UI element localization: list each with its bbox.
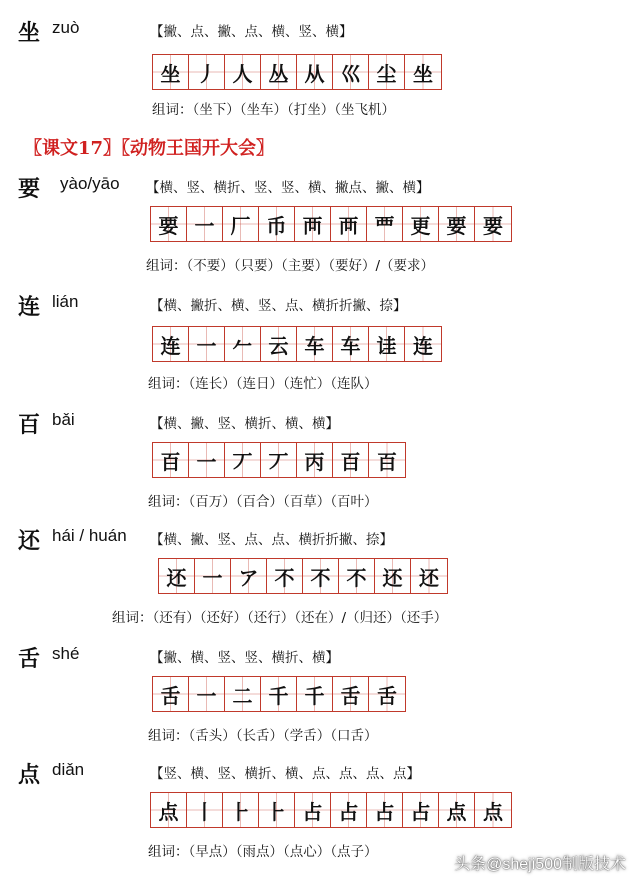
stroke-order-text: 【横、竖、横折、竖、竖、横、撇点、撇、横】 [146,180,430,196]
entry-character: 要 [18,176,41,202]
stroke-order-text: 【横、撇折、横、竖、点、横折折撇、捺】 [150,298,407,314]
grid-cell: 从 [297,55,333,89]
stroke-order-text: 【横、撇、竖、点、点、横折折撇、捺】 [150,532,393,548]
grid-cell: 覀 [367,207,403,241]
grid-cell: 点 [151,793,187,827]
grid-cell: 诖 [369,327,405,361]
grid-cell: 人 [225,55,261,89]
grid-cell: ア [231,559,267,593]
stroke-grid [152,54,442,90]
char-entry-she [0,642,640,752]
grid-cell: 丨 [187,793,223,827]
grid-cell: 丙 [297,443,333,477]
grid-cell: 占 [295,793,331,827]
grid-cell: 占 [367,793,403,827]
stroke-order-text: 【横、撇、竖、横折、横、横】 [150,416,339,432]
grid-cell: 舌 [333,677,369,711]
grid-cell: 舌 [153,677,189,711]
grid-cell: 不 [303,559,339,593]
grid-cell: 占 [331,793,367,827]
stroke-grid [150,792,512,828]
stroke-grid [158,558,448,594]
word-groups: 组词：（百万）（百合）（百草）（百叶） [148,494,378,510]
grid-cell: 连 [153,327,189,361]
grid-cell: 𠂉 [225,327,261,361]
grid-cell: 百 [333,443,369,477]
grid-cell: 要 [439,207,475,241]
grid-cell: 币 [259,207,295,241]
grid-cell: 襾 [331,207,367,241]
char-entry-lian [0,290,640,400]
word-groups: 组词：（连长）（连日）（连忙）（连队） [148,376,378,392]
stroke-grid [152,676,406,712]
entry-character: 舌 [18,646,41,672]
grid-cell: 襾 [295,207,331,241]
grid-cell: 百 [153,443,189,477]
grid-cell: 还 [411,559,447,593]
grid-cell: 千 [297,677,333,711]
stroke-order-text: 【撇、点、撇、点、横、竖、横】 [150,24,353,40]
grid-cell: ⺊ [223,793,259,827]
grid-cell: 还 [159,559,195,593]
word-groups: 组词：（还有）（还好）（还行）（还在）/（归还）（还手） [112,610,448,626]
word-groups: 组词：（早点）（雨点）（点心）（点子） [148,844,378,860]
grid-cell: 连 [405,327,441,361]
stroke-grid [150,206,512,242]
grid-cell: 丆 [225,443,261,477]
char-entry-yao [0,172,640,282]
entry-pinyin: zuò [52,18,80,37]
entry-character: 连 [18,294,41,320]
grid-cell: 坐 [405,55,441,89]
grid-cell: ⺊ [259,793,295,827]
grid-cell: 占 [403,793,439,827]
grid-cell: 百 [369,443,405,477]
grid-cell: 一 [189,327,225,361]
grid-cell: 要 [151,207,187,241]
char-entry-zuo [0,16,640,126]
grid-cell: 二 [225,677,261,711]
grid-cell: 千 [261,677,297,711]
entry-pinyin: lián [52,292,79,311]
watermark-text: 头条@sheji500制版技术 [454,856,626,873]
grid-cell: 坐 [153,55,189,89]
grid-cell: 车 [333,327,369,361]
grid-cell: 点 [475,793,511,827]
word-groups: 组词：（不要）（只要）（主要）（要好）/（要求） [146,258,435,274]
stroke-grid [152,326,442,362]
stroke-order-text: 【竖、横、竖、横折、横、点、点、点、点】 [150,766,420,782]
grid-cell: 丿 [189,55,225,89]
grid-cell: 云 [261,327,297,361]
grid-cell: 丛 [261,55,297,89]
grid-cell: 巛 [333,55,369,89]
grid-cell: 丆 [261,443,297,477]
entry-character: 点 [18,762,41,788]
grid-cell: 不 [339,559,375,593]
grid-cell: 厂 [223,207,259,241]
grid-cell: 点 [439,793,475,827]
grid-cell: 不 [267,559,303,593]
entry-pinyin: diǎn [52,760,85,779]
word-groups: 组词：（舌头）（长舌）（学舌）（口舌） [148,728,378,744]
grid-cell: 更 [403,207,439,241]
char-entry-bai [0,408,640,518]
word-groups: 组词：（坐下）（坐车）（打坐）（坐飞机） [152,102,395,118]
grid-cell: 一 [195,559,231,593]
char-entry-hai [0,524,640,634]
entry-pinyin: shé [52,644,80,663]
lesson-title: 〖课文17〗〖动物王国开大会〗 [24,138,275,159]
entry-character: 坐 [18,20,41,46]
entry-pinyin: hái / huán [52,526,127,545]
grid-cell: 尘 [369,55,405,89]
grid-cell: 舌 [369,677,405,711]
entry-pinyin: yào/yāo [60,174,120,193]
grid-cell: 还 [375,559,411,593]
entry-character: 百 [18,412,41,438]
grid-cell: 要 [475,207,511,241]
entry-pinyin: bǎi [52,410,75,429]
stroke-order-text: 【撇、横、竖、竖、横折、横】 [150,650,339,666]
grid-cell: 车 [297,327,333,361]
grid-cell: 一 [187,207,223,241]
grid-cell: 一 [189,677,225,711]
stroke-grid [152,442,406,478]
grid-cell: 一 [189,443,225,477]
entry-character: 还 [18,528,41,554]
